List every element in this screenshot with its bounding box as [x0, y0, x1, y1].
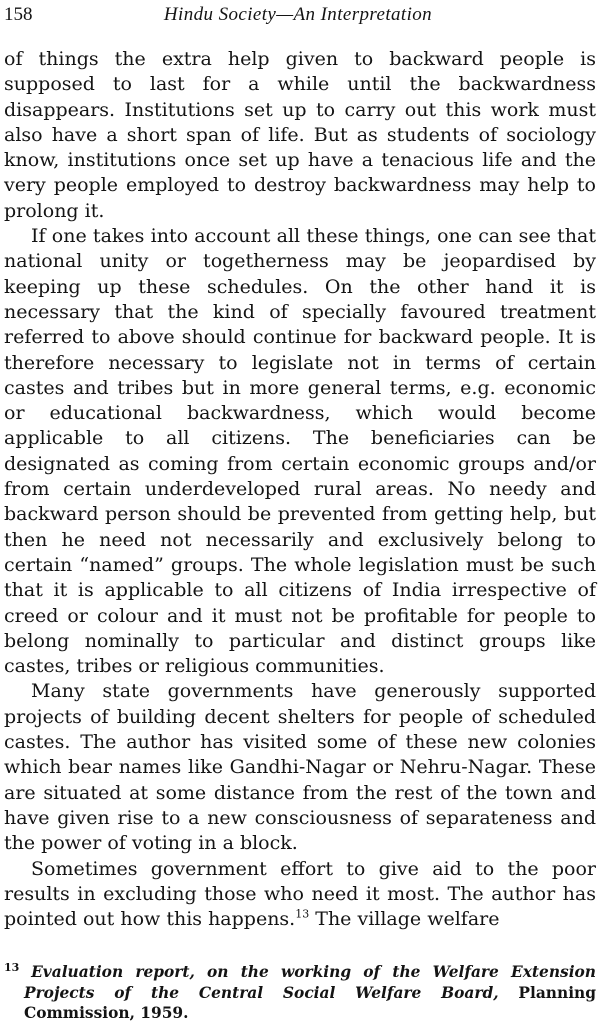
footnotes [4, 962, 596, 1024]
body-text [4, 47, 596, 932]
paragraph-continued: of things the extra help given to backward people is supposed to last for a while until the backwardness disappears. Institutions set up to carry out this work must also have a short span of life. But as students of sociology know, institutions once set up have a tenacious life and the very people employed to destroy backwardness may help to prolong it. [4, 48, 596, 222]
paragraph-text-after-ref: The village welfare [309, 908, 500, 931]
footnote-reference: 13 [295, 907, 310, 921]
paragraph-state-governments: Many state governments have generously supported projects of building decent shelters for people of scheduled castes. The author has visited some of these new colonies which bear names like Gandhi-Nagar or Nehru-Nagar. These are situated at some distance from the rest of the town and have given rise to a new consciousness of separateness and the power of voting in a block. [4, 680, 596, 855]
paragraph-national-unity: If one takes into account all these things, one can see that national unity or togetherness may be jeopardised by keeping up these schedules. On the other hand it is necessary that the kind of specially favoured treatment referred to above should continue for backward people. It is therefore necessary to legislate not in terms of certain castes and tribes but in more general terms, e.g. economic or educational backwardness, which would become applicable to all citizens. The beneficiaries can be designated as coming from certain economic groups and/or from certain underdeveloped rural areas. No needy and backward person should be prevented from getting help, but then he need not necessarily and exclusively belong to certain “named” groups. The whole legislation must be such that it is applicable to all citizens of India irrespective of creed or colour and it must not be profitable for people to belong nominally to particular and distinct groups like castes, tribes or religious communities. [4, 225, 596, 678]
footnote-title: Evaluation report, on the working of the Welfare Extension Projects of the Central Social Welfare Board, [24, 963, 596, 1002]
page-number: 158 [4, 4, 33, 25]
footnote [4, 962, 596, 1024]
paragraph-government-effort [4, 857, 596, 933]
paragraph-text-before-ref: Sometimes government effort to give aid to the poor results in excluding those who need it most. The author has pointed out how this happens. [4, 857, 596, 931]
footnote-source: Planning Commission, 1959. [24, 983, 596, 1022]
running-head [4, 4, 592, 28]
running-title: Hindu Society—An Interpretation [163, 4, 433, 25]
footnote-number: 13 [4, 960, 20, 974]
